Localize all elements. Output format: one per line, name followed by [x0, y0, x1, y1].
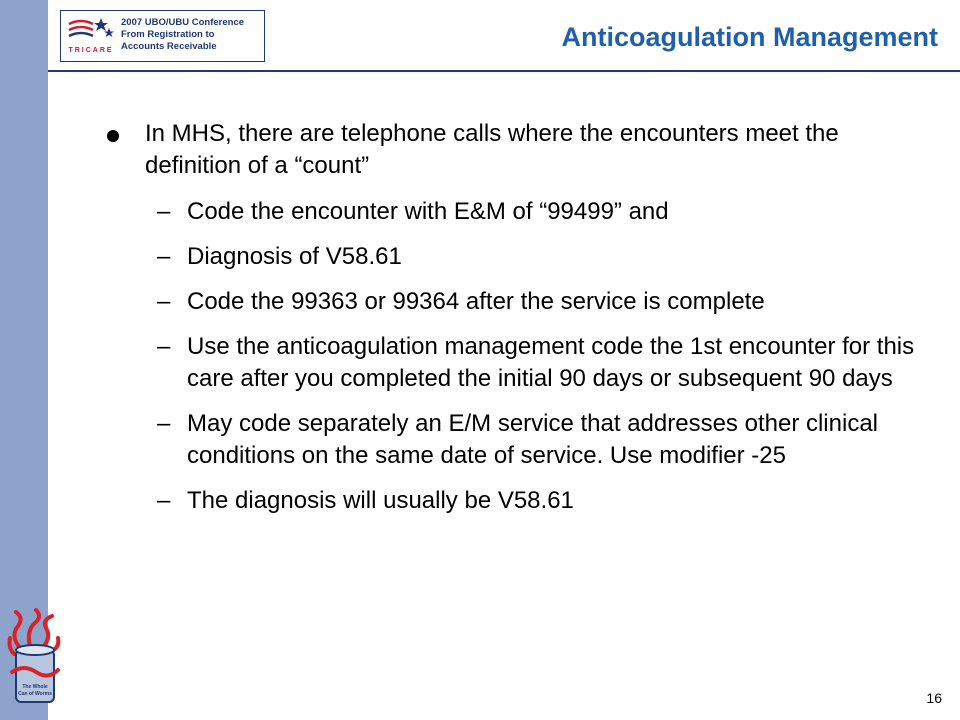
logo-line-1: 2007 UBO/UBU Conference: [121, 17, 245, 28]
logo-line-2: From Registration to: [121, 29, 215, 40]
slide-body: [107, 118, 927, 530]
dash-icon: –: [157, 333, 171, 360]
tricare-logo-icon: [65, 14, 117, 58]
svg-text:The Whole: The Whole: [22, 684, 48, 690]
tricare-wordmark: TRICARE: [68, 47, 114, 54]
sub-item-text: Code the encounter with E&M of “99499” and: [187, 198, 669, 225]
dash-icon: –: [157, 487, 171, 514]
main-bullet: [107, 118, 927, 182]
sub-item: [107, 485, 927, 517]
logo-line-3: Accounts Receivable: [121, 41, 217, 52]
dash-icon: –: [157, 288, 171, 315]
sub-item: [107, 241, 927, 273]
dash-icon: –: [157, 243, 171, 270]
sub-item: [107, 196, 927, 228]
sub-item: [107, 408, 927, 472]
sub-item-text: Code the 99363 or 99364 after the service is complete: [187, 288, 765, 315]
page-number: 16: [926, 690, 942, 706]
svg-text:Can of Worms: Can of Worms: [18, 691, 52, 697]
slide-title: Anticoagulation Management: [561, 22, 938, 52]
can-of-worms-mascot-icon: [6, 608, 62, 706]
sub-item-text: Use the anticoagulation management code the 1st encounter for this care after you completed the initial 90 days or subsequent 90 days: [187, 333, 915, 392]
conference-logo: [60, 10, 265, 62]
sub-item-text: The diagnosis will usually be V58.61: [187, 487, 574, 514]
main-bullet-text: In MHS, there are telephone calls where the encounters meet the definition of a “count”: [145, 120, 839, 179]
header-rule: [48, 70, 960, 72]
sub-item-text: Diagnosis of V58.61: [187, 243, 402, 270]
conference-name: [121, 17, 263, 53]
sub-item-text: May code separately an E/M service that addresses other clinical conditions on the same date of service. Use modifier -25: [187, 410, 878, 469]
bullet-dot-icon: [107, 130, 119, 142]
dash-icon: –: [157, 198, 171, 225]
sub-item: [107, 286, 927, 318]
sub-item: [107, 331, 927, 395]
dash-icon: –: [157, 410, 171, 437]
